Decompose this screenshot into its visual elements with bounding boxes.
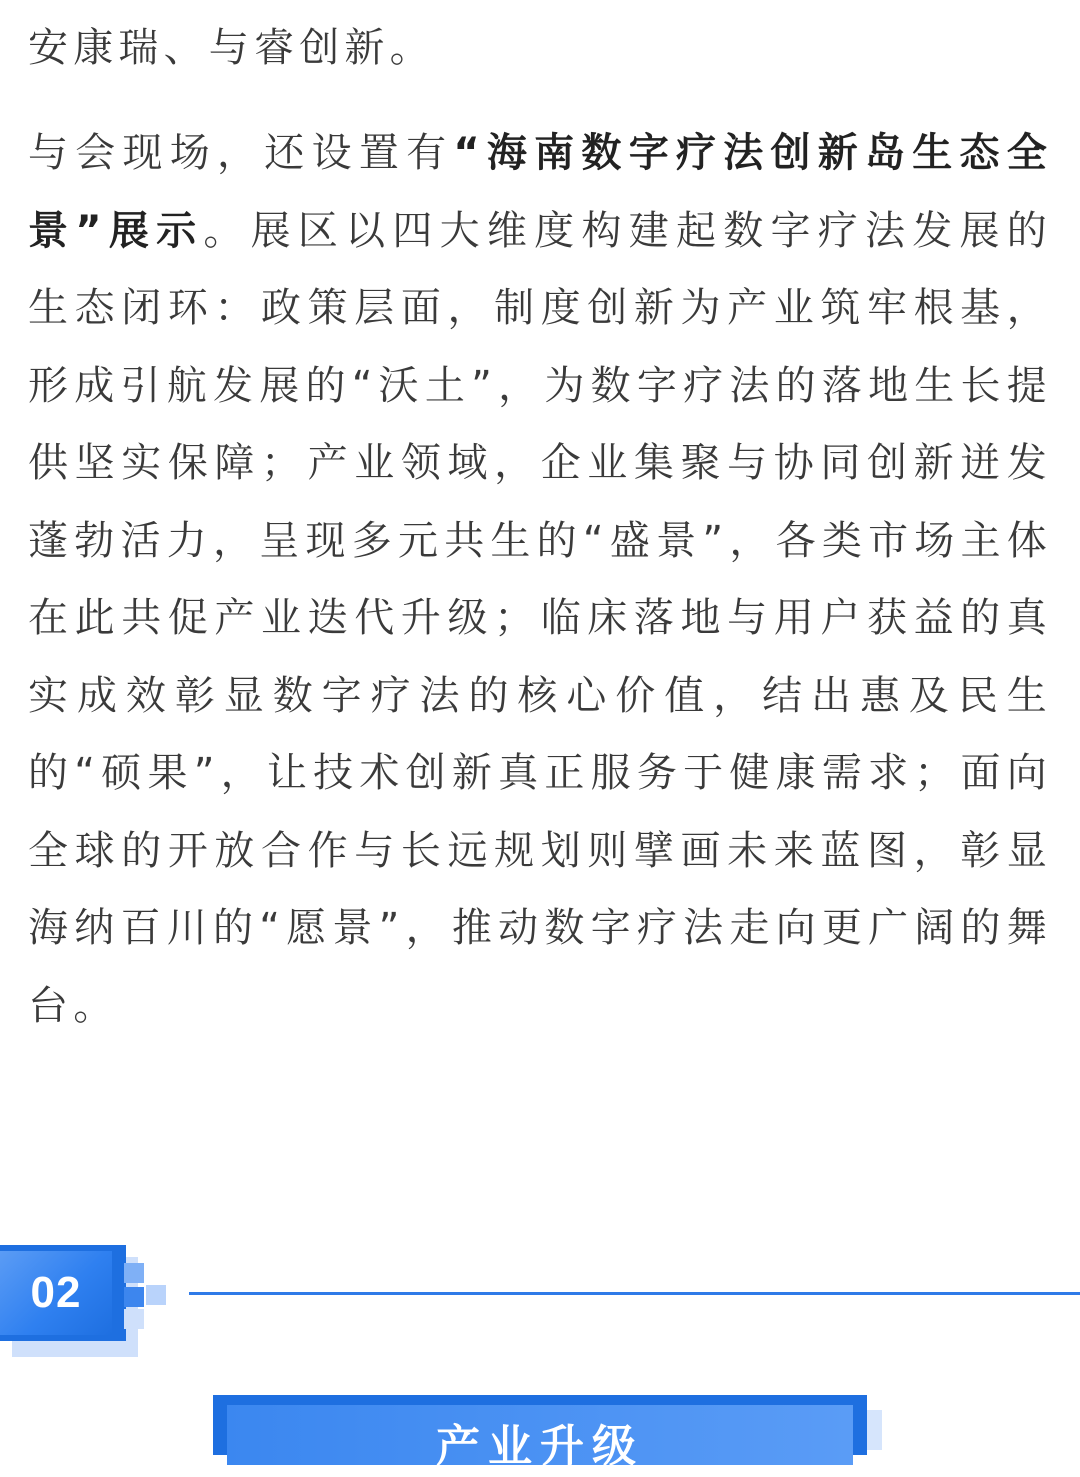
paragraph-lead: 与会现场，还设置有: [28, 130, 454, 176]
paragraph-body: 。展区以四大维度构建起数字疗法发展的生态闭环：政策层面，制度创新为产业筑牢根基，形成引航发展的“沃土”，为数字疗法的落地生长提供坚实保障；产业领域，企业集聚与协同创新迸发蓬勃活力，呈现多元共生的“盛景”，各类市场主体在此共促产业迭代升级；临床落地与用户获益的真实成效彰显数字疗法的核心价值，结出惠及民生的“硕果”，让技术创新真正服务于健康需求；面向全球的开放合作与长远规划则擘画未来蓝图，彰显海纳百川的“愿景”，推动数字疗法走向更广阔的舞台。: [28, 207, 1052, 1029]
section-header-badge: [0, 1245, 180, 1360]
paragraph-highlight: “海南数字疗法创新岛生态全景”展示: [28, 130, 1052, 254]
pixel-decoration: [146, 1285, 166, 1305]
paragraph-exhibition: [28, 115, 1052, 1045]
section-title: 产业升级: [436, 1421, 644, 1472]
pixel-decoration: [124, 1287, 144, 1307]
banner-fill: [227, 1405, 853, 1472]
section-title-banner: [213, 1395, 867, 1472]
section-number: 02: [30, 1268, 82, 1317]
section-divider: [189, 1292, 1080, 1295]
paragraph-tail: 安康瑞、与睿创新。: [28, 25, 435, 71]
pixel-decoration: [124, 1263, 144, 1283]
pixel-decoration: [124, 1309, 144, 1329]
